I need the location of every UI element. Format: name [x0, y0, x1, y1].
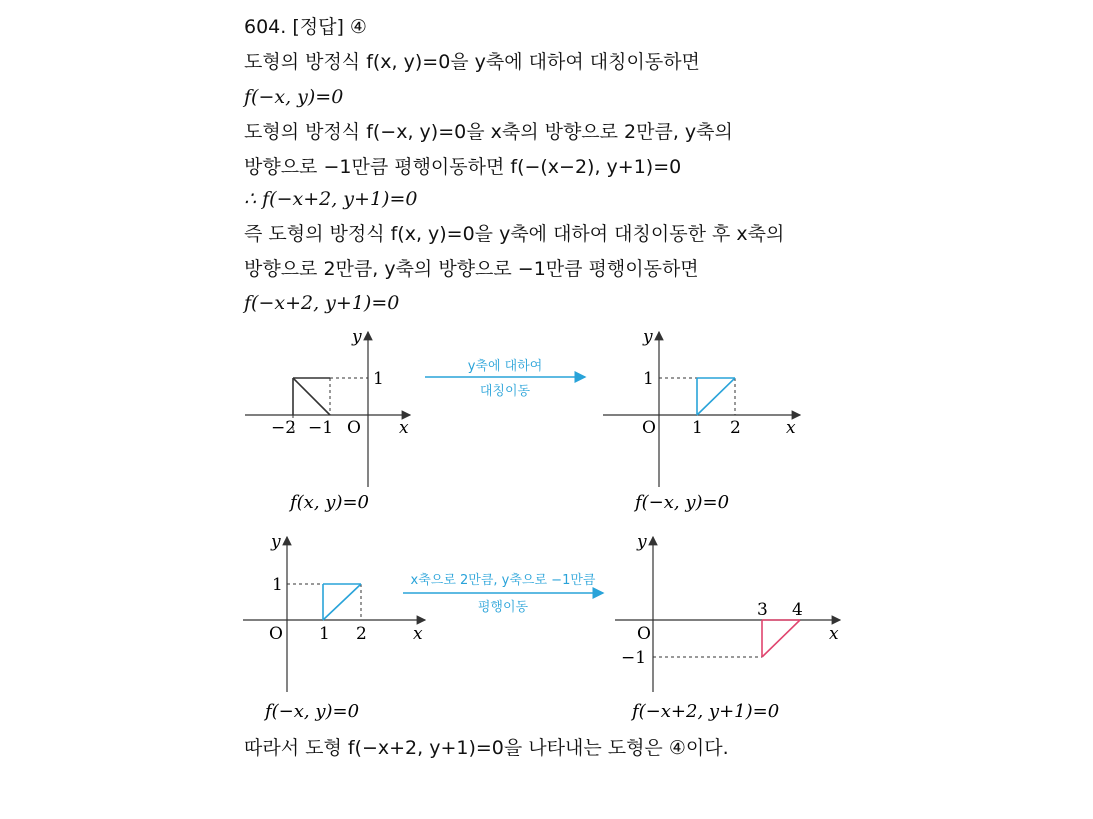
tick-label: 1: [319, 624, 330, 644]
tick-label: O: [347, 418, 361, 438]
arrow-label-1: y축에 대하여: [467, 359, 543, 374]
tick-label: 1: [373, 369, 384, 389]
axis-label-x: x: [413, 624, 423, 644]
axis-label-y: y: [271, 532, 281, 552]
axis-label-x: x: [786, 418, 796, 438]
tick-label: 4: [792, 600, 803, 620]
axis-label-x: x: [399, 418, 409, 438]
graph-reflected-2: [243, 532, 425, 722]
solution-line-7: 방향으로 2만큼, y축의 방향으로 −1만큼 평행이동하면: [244, 258, 699, 280]
tick-label: 2: [356, 624, 367, 644]
axis-label-x: x: [829, 624, 839, 644]
solution-line-2: f(−x, y)=0: [244, 86, 344, 108]
tick-label: 1: [272, 575, 283, 595]
graph-caption: f(−x, y)=0: [265, 701, 360, 722]
solution-line-1: 도형의 방정식 f(x, y)=0을 y축에 대하여 대칭이동하면: [244, 51, 700, 73]
graph-caption: f(x, y)=0: [290, 492, 370, 513]
arrow-reflect: [425, 358, 585, 399]
tick-label: O: [642, 418, 656, 438]
solution-line-3: 도형의 방정식 f(−x, y)=0을 x축의 방향으로 2만큼, y축의: [244, 121, 733, 143]
tick-label: 2: [730, 418, 741, 438]
solution-line-4: 방향으로 −1만큼 평행이동하면 f(−(x−2), y+1)=0: [244, 156, 682, 178]
arrow-label-4: 평행이동: [477, 600, 529, 615]
axis-label-y: y: [637, 532, 647, 552]
graph-translated: [615, 532, 840, 722]
conclusion-line: 따라서 도형 f(−x+2, y+1)=0을 나타내는 도형은 ④이다.: [244, 737, 729, 759]
tick-label: 3: [757, 600, 768, 620]
transformation-figure: [235, 322, 855, 727]
tick-label: O: [637, 624, 651, 644]
tick-label: −2: [271, 418, 297, 438]
graph-reflected: [603, 327, 800, 513]
tick-label: O: [269, 624, 283, 644]
tick-label: 1: [692, 418, 703, 438]
arrow-translate: [403, 572, 603, 615]
tick-label: 1: [643, 369, 654, 389]
arrow-label-2: 대칭이동: [479, 384, 531, 399]
axis-label-y: y: [643, 327, 653, 347]
solution-line-6: 즉 도형의 방정식 f(x, y)=0을 y축에 대하여 대칭이동한 후 x축의: [244, 223, 785, 245]
graph-caption: f(−x, y)=0: [635, 492, 730, 513]
arrow-label-3: x축으로 2만큼, y축으로 −1만큼: [410, 573, 596, 588]
graph-caption: f(−x+2, y+1)=0: [632, 701, 780, 722]
answer-header: 604. [정답] ④: [244, 16, 367, 38]
solution-line-5: ∴ f(−x+2, y+1)=0: [244, 188, 418, 210]
axis-label-y: y: [352, 327, 362, 347]
tick-label: −1: [308, 418, 334, 438]
tick-label: −1: [621, 648, 647, 668]
graph-original: [245, 327, 410, 513]
solution-line-8: f(−x+2, y+1)=0: [244, 292, 400, 314]
